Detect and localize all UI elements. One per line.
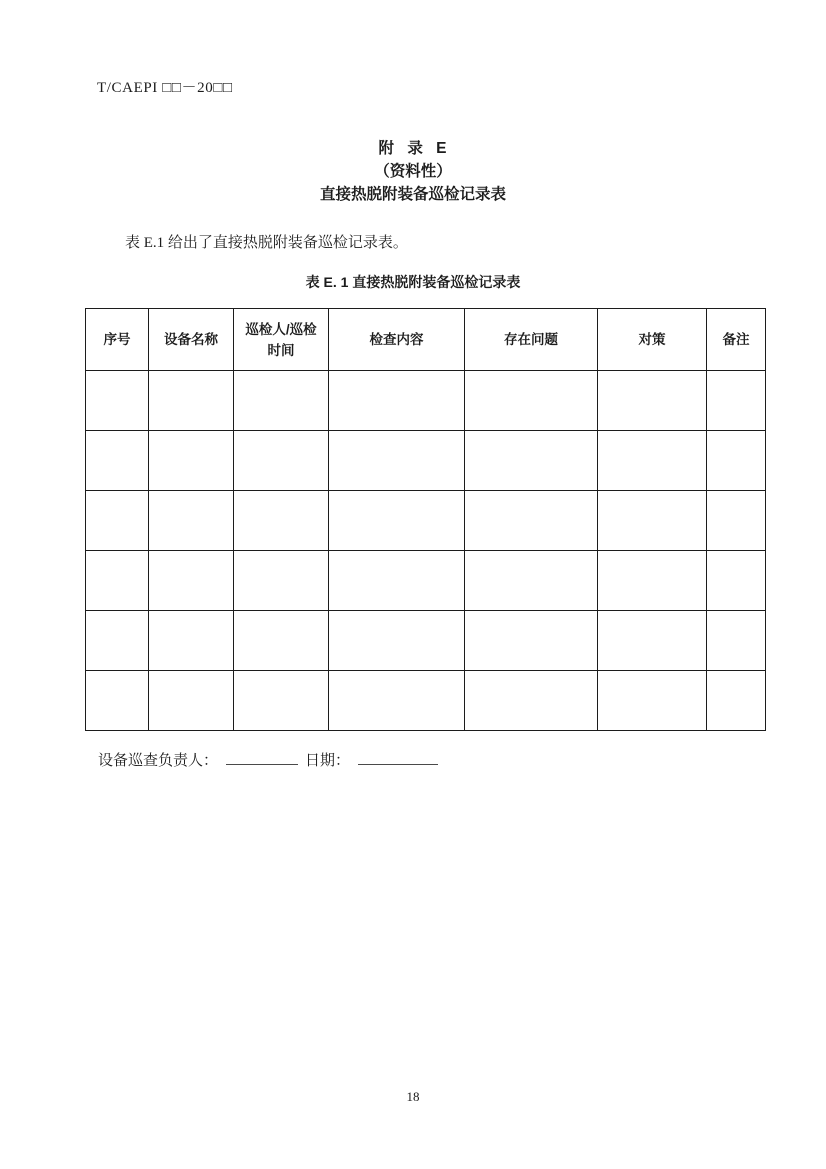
standard-number: T/CAEPI □□－20□□ (97, 80, 233, 96)
column-header-remarks: 备注 (707, 309, 766, 371)
table-header-row (86, 309, 766, 371)
table-cell-empty (707, 431, 766, 491)
table-cell-empty (234, 611, 329, 671)
table-cell-empty (465, 551, 598, 611)
table-cell-empty (598, 671, 707, 731)
table-row (86, 611, 766, 671)
appendix-subject: 直接热脱附装备巡检记录表 (319, 186, 506, 203)
table-cell-empty (598, 491, 707, 551)
page-number: 18 (406, 1089, 420, 1104)
date-blank-line (358, 750, 438, 765)
table-cell-empty (329, 551, 465, 611)
table-cell-empty (707, 611, 766, 671)
table-cell-empty (598, 431, 707, 491)
table-row (86, 671, 766, 731)
table-cell-empty (465, 431, 598, 491)
table-cell-empty (149, 551, 234, 611)
date-label: 日期： (305, 753, 351, 769)
table-cell-empty (149, 491, 234, 551)
table-cell-empty (465, 371, 598, 431)
table-cell-empty (149, 671, 234, 731)
column-header-seq: 序号 (86, 309, 149, 371)
table-cell-empty (329, 671, 465, 731)
table-cell-empty (86, 611, 149, 671)
table-cell-empty (149, 431, 234, 491)
intro-paragraph: 表 E.1 给出了直接热脱附装备巡检记录表。 (125, 235, 408, 251)
table-cell-empty (465, 491, 598, 551)
table-cell-empty (234, 371, 329, 431)
inspector-label: 设备巡查负责人： (98, 753, 219, 769)
table-cell-empty (234, 671, 329, 731)
table-cell-empty (86, 551, 149, 611)
table-cell-empty (465, 611, 598, 671)
table-cell-empty (707, 551, 766, 611)
table-cell-empty (707, 671, 766, 731)
table-cell-empty (86, 491, 149, 551)
table-cell-empty (86, 431, 149, 491)
table-cell-empty (598, 371, 707, 431)
table-cell-empty (86, 671, 149, 731)
appendix-title-block (0, 137, 826, 206)
table-cell-empty (598, 551, 707, 611)
table-caption: 表 E. 1 直接热脱附装备巡检记录表 (305, 274, 521, 290)
table-cell-empty (707, 491, 766, 551)
inspector-blank-line (226, 750, 298, 765)
column-header-countermeasures: 对策 (598, 309, 707, 371)
appendix-title: 附 录 E (378, 140, 448, 157)
table-cell-empty (149, 371, 234, 431)
table-cell-empty (234, 551, 329, 611)
signature-line (98, 749, 438, 770)
table-cell-empty (86, 371, 149, 431)
column-header-equipment-name: 设备名称 (149, 309, 234, 371)
column-header-existing-problems: 存在问题 (465, 309, 598, 371)
inspection-record-table (85, 308, 766, 731)
appendix-classification: （资料性） (374, 163, 452, 180)
table-cell-empty (707, 371, 766, 431)
table-cell-empty (329, 431, 465, 491)
table-row (86, 431, 766, 491)
table-cell-empty (329, 371, 465, 431)
table-row (86, 551, 766, 611)
table-cell-empty (329, 611, 465, 671)
table-cell-empty (465, 671, 598, 731)
table-cell-empty (149, 611, 234, 671)
table-cell-empty (234, 431, 329, 491)
table-cell-empty (329, 491, 465, 551)
table-row (86, 371, 766, 431)
column-header-check-content: 检查内容 (329, 309, 465, 371)
table-cell-empty (234, 491, 329, 551)
column-header-inspector-time: 巡检人/巡检时间 (234, 309, 329, 371)
table-cell-empty (598, 611, 707, 671)
table-row (86, 491, 766, 551)
